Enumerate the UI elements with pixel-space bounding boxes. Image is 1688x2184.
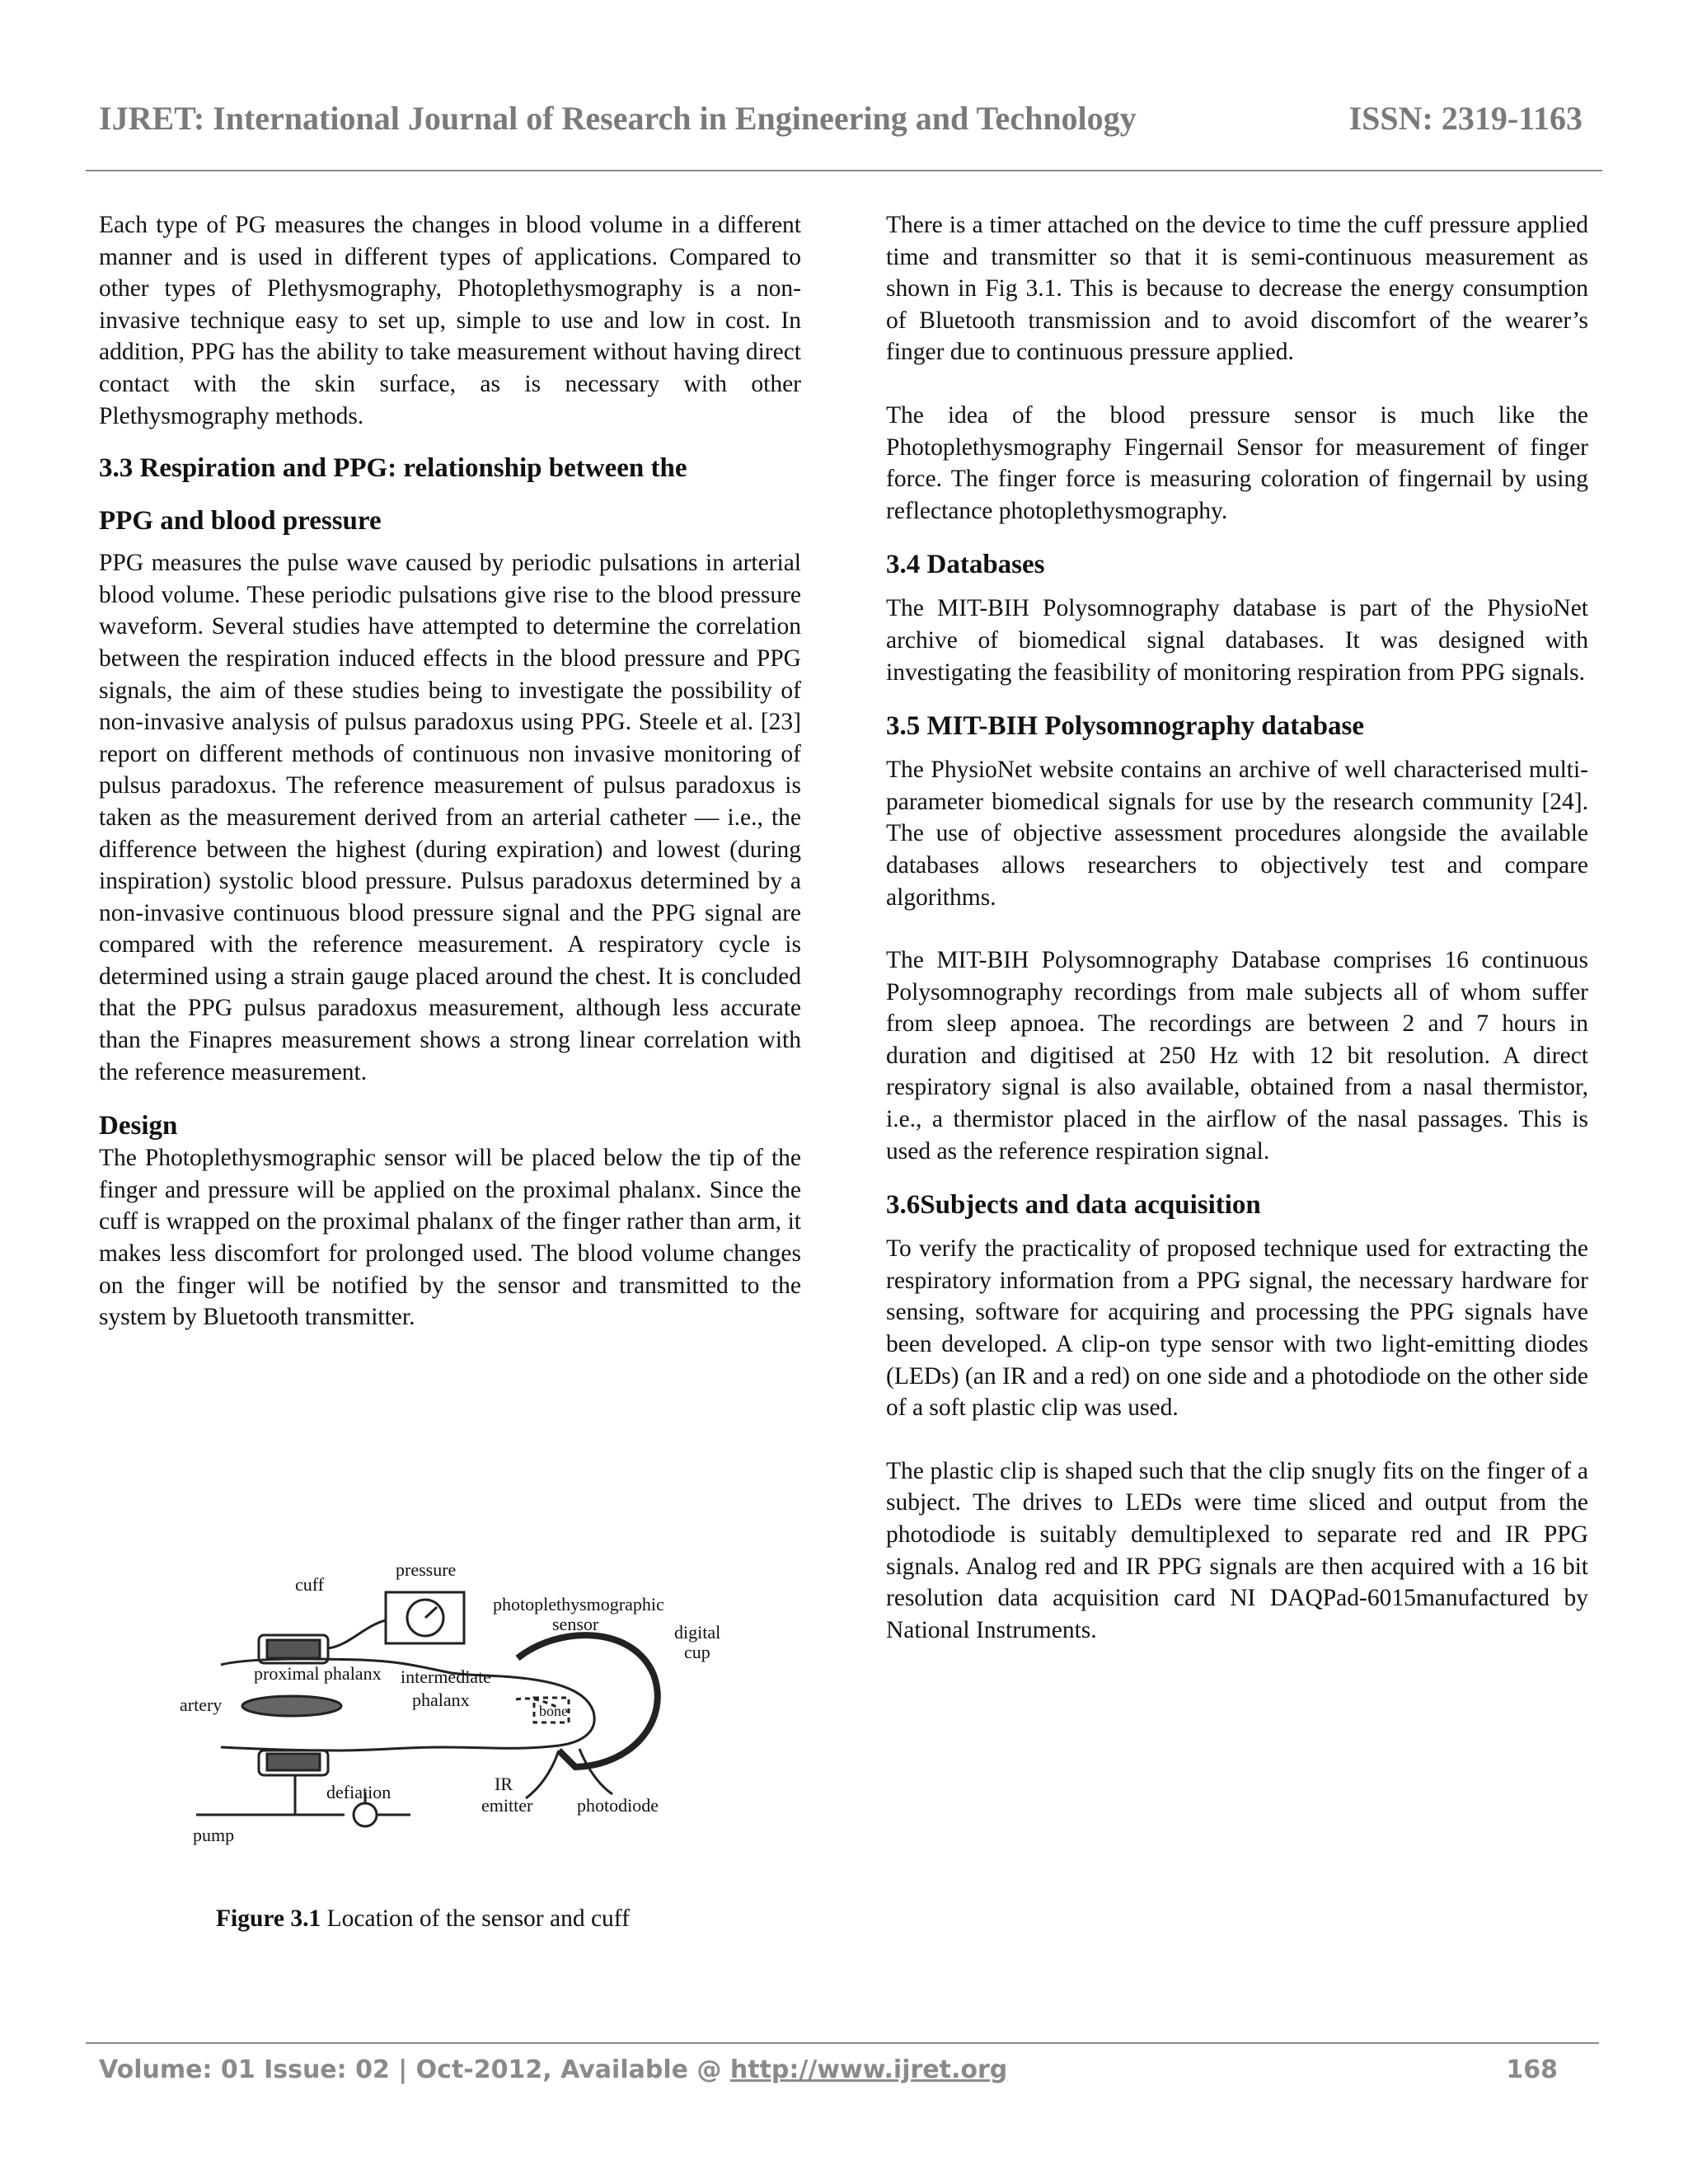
section-3-3-heading-line2: PPG and blood pressure [99, 506, 382, 537]
fig-label-sensor-1: photoplethysmographic [493, 1594, 664, 1615]
journal-title: IJRET: International Journal of Research in Engineering and Technology [99, 100, 1137, 137]
intro-paragraph: Each type of PG measures the changes in blood volume in a different manner and is used in different types of applications. Compared to other types of Plethysmography, Photoplethysmography is a non-invasive technique easy to set up, simple to use and low in cost. In addition, PPG has the ability to take measurement without having direct contact with the skin surface, as is necessary with other Plethysmography methods. [99, 212, 801, 429]
fig-label-intermediate-2: phalanx [412, 1690, 470, 1710]
fig-label-sensor-2: sensor [552, 1614, 599, 1634]
page-footer [99, 2050, 1558, 2090]
fig-label-cuff: cuff [295, 1574, 325, 1595]
footer-rule [86, 2042, 1599, 2044]
running-header [92, 94, 1582, 143]
section-3-6-heading: 3.6Subjects and data acquisition [886, 1190, 1261, 1221]
timer-paragraph: There is a timer attached on the device to time the cuff pressure applied time and transmitter so that it is semi-continuous measurement as shown in Fig 3.1. This is because to decrease the energy consumption of Bluetooth transmission and to avoid discomfort of the wearer’s finger due to continuous pressure applied. [886, 212, 1588, 366]
fig-label-digital-2: cup [684, 1642, 710, 1662]
section-3-4-heading: 3.4 Databases [886, 550, 1045, 580]
figure-caption-text: Location of the sensor and cuff [321, 1905, 630, 1932]
fig-label-deflation: defiation [326, 1782, 392, 1802]
fig-label-pressure: pressure [396, 1559, 457, 1580]
fig-label-ir-1: IR [495, 1774, 513, 1794]
left-column [99, 209, 801, 1333]
fig-label-bone: bone [539, 1703, 568, 1719]
section-3-5-paragraph-2: The MIT-BIH Polysomnography Database comprises 16 continuous Polysomnography recordings from male subjects all of whom suffer from sleep apnoea. The recordings are between 2 and 7 hours in duration and digitised at 250 Hz with 12 bit resolution. A direct respiratory signal is also available, obtained from a nasal thermistor, i.e., a thermistor placed in the airflow of the nasal passages. This is used as the reference respiration signal. [886, 947, 1588, 1165]
section-3-6-paragraph-2: The plastic clip is shaped such that the clip snugly fits on the finger of a subject. The drives to LEDs were time sliced and output from the photodiode is suitably demultiplexed to separate red and IR PPG signals. Analog red and IR PPG signals are then acquired with a 16 bit resolution data acquisition card NI DAQPad-6015manufactured by National Instruments. [886, 1457, 1588, 1643]
design-paragraph: The Photoplethysmographic sensor will be placed below the tip of the finger and pressure will be applied on the proximal phalanx. Since the cuff is wrapped on the proximal phalanx of the finger rather than arm, it makes less discomfort for prolonged used. The blood volume changes on the finger will be notified by the sensor and transmitted to the system by Bluetooth transmitter. [99, 1145, 801, 1331]
finger-sensor-figure [171, 1535, 740, 1856]
page-number: 168 [1506, 2055, 1558, 2084]
design-heading: Design [99, 1111, 178, 1141]
fig-label-digital-1: digital [674, 1622, 721, 1643]
section-3-4-paragraph: The MIT-BIH Polysomnography database is part of the PhysioNet archive of biomedical signal databases. It was designed with investigating the feasibility of monitoring respiration from PPG signals. [886, 595, 1588, 686]
right-column [886, 209, 1588, 1646]
footer-volume: Volume: 01 Issue: 02 | Oct-2012, Available @ [99, 2055, 730, 2084]
fig-label-ir-2: emitter [481, 1795, 533, 1816]
fig-label-pump: pump [193, 1825, 235, 1845]
figure-caption [216, 1905, 630, 1933]
fig-label-photodiode: photodiode [577, 1795, 659, 1816]
footer-url-link[interactable]: http://www.ijret.org [729, 2055, 1008, 2084]
header-rule [86, 170, 1602, 171]
issn: ISSN: 2319-1163 [1348, 100, 1582, 137]
figure-caption-label: Figure 3.1 [216, 1905, 321, 1932]
fig-label-artery: artery [180, 1694, 223, 1715]
section-3-3-heading-line1: 3.3 Respiration and PPG: relationship between the [99, 453, 687, 484]
idea-paragraph: The idea of the blood pressure sensor is much like the Photoplethysmography Fingernail Sensor for measurement of finger force. The finger force is measuring coloration of fingernail by using reflectance photoplethysmography. [886, 401, 1588, 524]
section-3-6-paragraph-1: To verify the practicality of proposed technique used for extracting the respiratory information from a PPG signal, the necessary hardware for sensing, software for acquiring and processing the PPG signals have been developed. A clip-on type sensor with two light-emitting diodes (LEDs) (an IR and a red) on one side and a photodiode on the other side of a soft plastic clip was used. [886, 1235, 1588, 1422]
section-3-5-paragraph-1: The PhysioNet website contains an archive of well characterised multi-parameter biomedical signals for use by the research community [24]. The use of objective assessment procedures alongside the available databases allows researchers to objectively test and compare algorithms. [886, 757, 1588, 911]
fig-label-intermediate-1: intermediate [401, 1666, 491, 1687]
section-3-5-heading: 3.5 MIT-BIH Polysomnography database [886, 711, 1365, 742]
section-3-3-paragraph: PPG measures the pulse wave caused by periodic pulsations in arterial blood volume. These periodic pulsations give rise to the blood pressure waveform. Several studies have attempted to determine the correlation between the respiration induced effects in the blood pressure and PPG signals, the aim of these studies being to investigate the possibility of non-invasive analysis of pulsus paradoxus using PPG. Steele et al. [23] report on different methods of continuous non invasive monitoring of pulsus paradoxus. The reference measurement of pulsus paradoxus is taken as the measurement derived from an arterial catheter — i.e., the difference between the highest (during expiration) and lowest (during inspiration) systolic blood pressure. Pulsus paradoxus determined by a non-invasive continuous blood pressure signal and the PPG signal are compared with the reference measurement. A respiratory cycle is determined using a strain gauge placed around the chest. It is concluded that the PPG pulsus paradoxus measurement, although less accurate than the Finapres measurement shows a strong linear correlation with the reference measurement. [99, 550, 801, 1085]
fig-label-proximal: proximal phalanx [254, 1663, 382, 1684]
